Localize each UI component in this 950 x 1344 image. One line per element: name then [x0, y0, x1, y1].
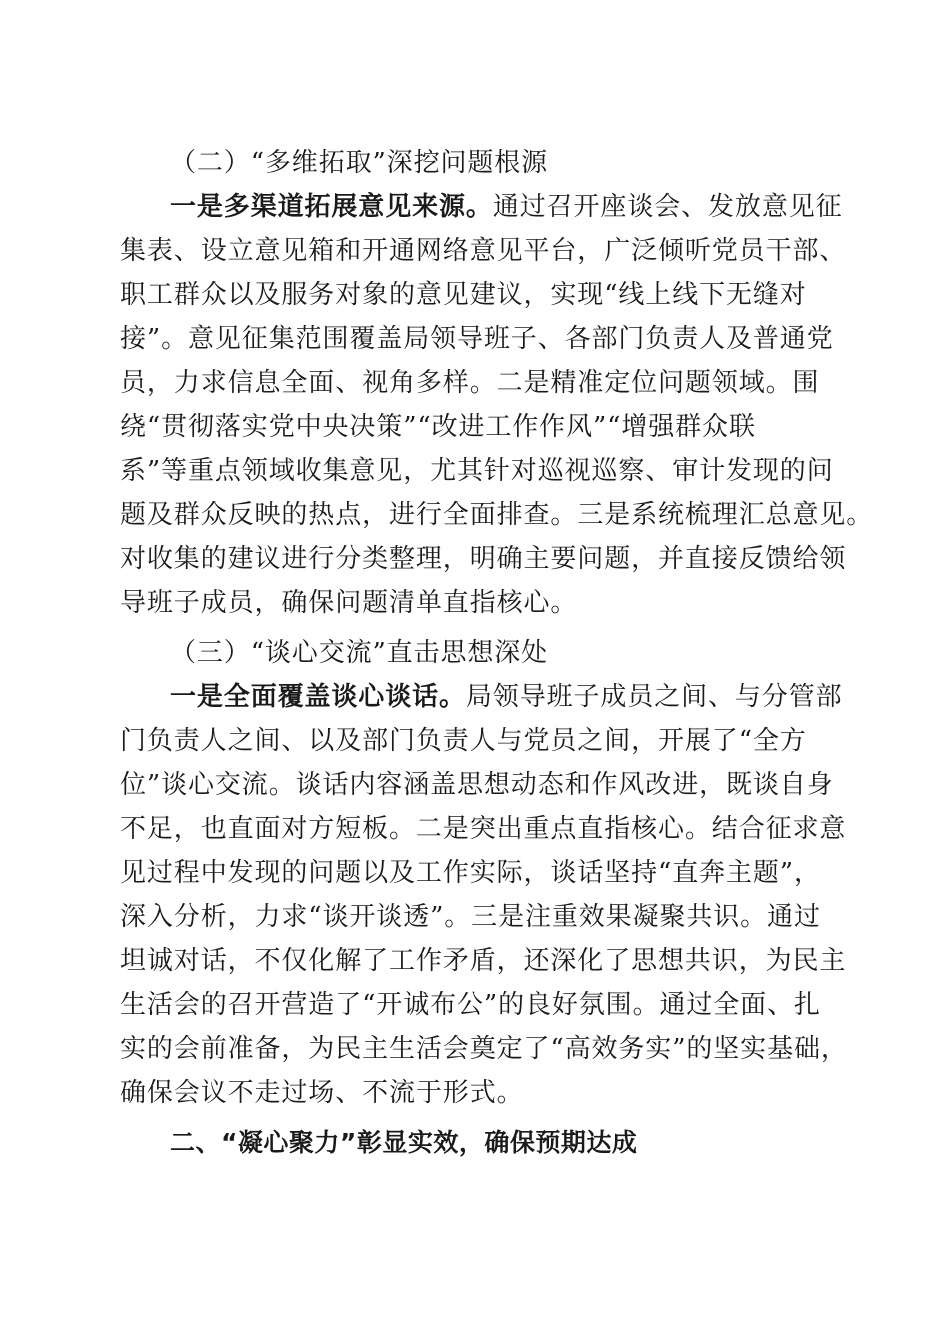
paragraph-line: 集表、设立意见箱和开通网络意见平台，广泛倾听党员干部、: [120, 236, 847, 266]
subsection-heading-2: （二）“多维拓取”深挖问题根源: [170, 148, 549, 178]
line-text: 局领导班子成员之间、与分管部: [465, 682, 843, 712]
paragraph-line: 员，力求信息全面、视角多样。二是精准定位问题领域。围: [120, 368, 820, 398]
paragraph-line: 生活会的召开营造了“开诚布公”的良好氛围。通过全面、扎: [120, 990, 821, 1020]
paragraph-line: 门负责人之间、以及部门负责人与党员之间，开展了“全方: [120, 726, 807, 756]
paragraph-line: 实的会前准备，为民主生活会奠定了“高效务实”的坚实基础，: [120, 1034, 848, 1064]
paragraph-line: 职工群众以及服务对象的意见建议，实现“线上线下无缝对: [120, 280, 807, 310]
paragraph-line: 接”。意见征集范围覆盖局领导班子、各部门负责人及普通党: [120, 324, 834, 354]
paragraph-line: 位”谈心交流。谈话内容涵盖思想动态和作风改进，既谈自身: [120, 770, 834, 800]
paragraph-line: [170, 682, 843, 712]
lead-phrase: 一是多渠道拓展意见来源。: [170, 192, 493, 222]
paragraph-line: 确保会议不走过场、不流于形式。: [120, 1078, 524, 1108]
paragraph-line: 绕“贯彻落实党中央决策”“改进工作作风”“增强群众联: [120, 412, 756, 442]
paragraph-line: 系”等重点领域收集意见，尤其针对巡视巡察、审计发现的问: [120, 456, 834, 486]
paragraph-line: 题及群众反映的热点，进行全面排查。三是系统梳理汇总意见。: [120, 500, 874, 530]
paragraph-line: 坦诚对话，不仅化解了工作矛盾，还深化了思想共识，为民主: [120, 946, 847, 976]
section-heading-2: 二、“凝心聚力”彰显实效，确保预期达成: [170, 1128, 638, 1157]
subsection-heading-3: （三）“谈心交流”直击思想深处: [170, 638, 549, 668]
paragraph-line: [170, 192, 843, 222]
paragraph-line: 见过程中发现的问题以及工作实际，谈话坚持“直奔主题”，: [120, 858, 821, 888]
line-text: 通过召开座谈会、发放意见征: [492, 192, 843, 222]
paragraph-line: 深入分析，力求“谈开谈透”。三是注重效果凝聚共识。通过: [120, 902, 821, 932]
paragraph-line: 对收集的建议进行分类整理，明确主要问题，并直接反馈给领: [120, 544, 847, 574]
lead-phrase: 一是全面覆盖谈心谈话。: [170, 682, 466, 712]
paragraph-line: 导班子成员，确保问题清单直指核心。: [120, 588, 578, 618]
paragraph-line: 不足，也直面对方短板。二是突出重点直指核心。结合征求意: [120, 814, 847, 844]
